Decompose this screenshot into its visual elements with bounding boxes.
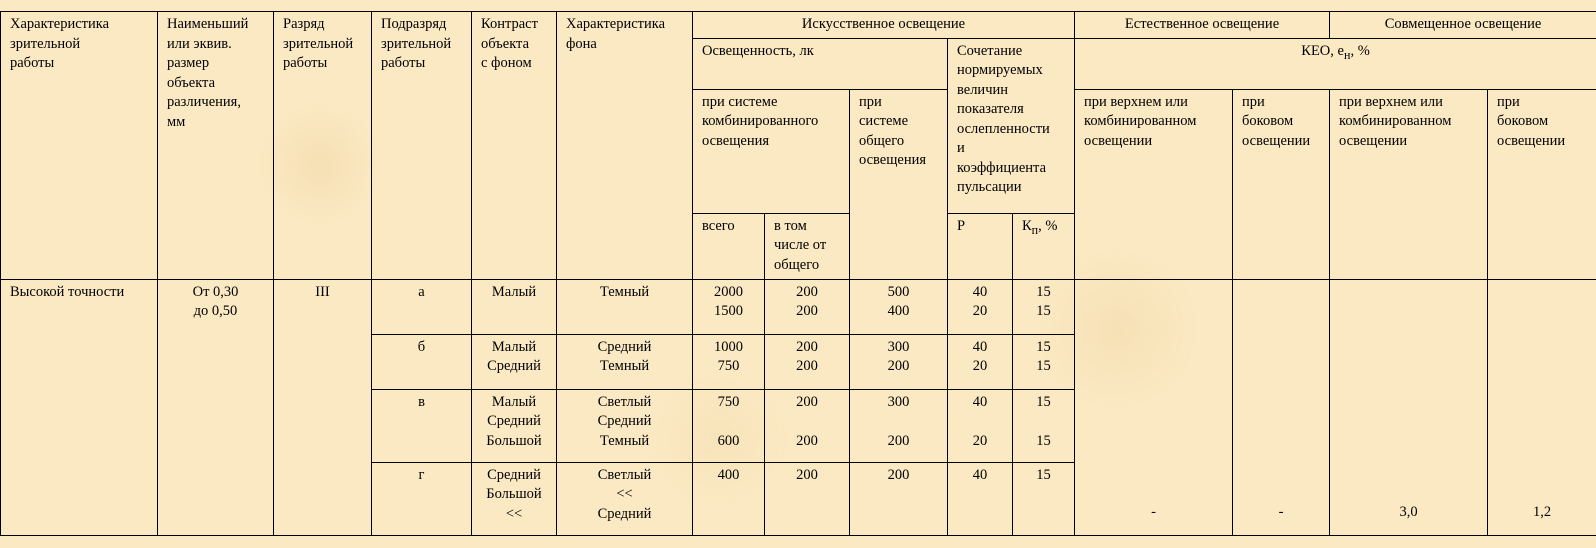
lighting-norms-table-wrapper <box>0 11 1596 536</box>
header-glare-combo: Сочетание нормируемых величин показателя ослепленности и коэффициента пульсации <box>948 38 1075 213</box>
header-keo: КЕО, $е_н$, % <box>1075 38 1596 89</box>
cell-p: 40 <box>948 462 1013 535</box>
header-kp: $К_п$, % <box>1013 213 1075 279</box>
cell-kp: 15 15 <box>1013 279 1075 334</box>
cell-background: Светлый Средний Темный <box>557 389 693 462</box>
cell-of-general: 200 <box>765 462 850 535</box>
cell-of-general: 200 200 <box>765 279 850 334</box>
cell-keo-mixed-side: 1,2 <box>1488 279 1596 535</box>
cell-contrast: Малый Средний <box>472 334 557 389</box>
cell-general: 300 200 <box>850 389 948 462</box>
header-general-system: при системе общего освещения <box>850 89 948 279</box>
cell-background: Темный <box>557 279 693 334</box>
cell-contrast: Малый Средний Большой <box>472 389 557 462</box>
cell-kp: 15 <box>1013 462 1075 535</box>
cell-background: Средний Темный <box>557 334 693 389</box>
cell-min-size: От 0,30 до 0,50 <box>158 279 274 535</box>
cell-p: 40 20 <box>948 334 1013 389</box>
cell-contrast: Малый <box>472 279 557 334</box>
cell-background: Светлый << Средний <box>557 462 693 535</box>
header-p: Р <box>948 213 1013 279</box>
cell-keo-natural-side: - <box>1233 279 1330 535</box>
cell-p: 40 20 <box>948 279 1013 334</box>
cell-subcategory: в <box>372 389 472 462</box>
table-row <box>1 279 1596 334</box>
cell-keo-mixed-top: 3,0 <box>1330 279 1488 535</box>
cell-total: 1000 750 <box>693 334 765 389</box>
cell-general: 200 <box>850 462 948 535</box>
header-min-size: Наименьший или эквив. размер объекта различения, мм <box>158 12 274 280</box>
header-row-1 <box>1 12 1596 39</box>
cell-category: III <box>274 279 372 535</box>
header-total: всего <box>693 213 765 279</box>
cell-contrast: Средний Большой << <box>472 462 557 535</box>
header-background: Характеристика фона <box>557 12 693 280</box>
header-combined-lighting: Совмещенное освещение <box>1330 12 1596 39</box>
header-combined-system: при системе комбинированного освещения <box>693 89 850 213</box>
header-natural-lighting: Естественное освещение <box>1075 12 1330 39</box>
header-artificial-lighting: Искусственное освещение <box>693 12 1075 39</box>
cell-subcategory: а <box>372 279 472 334</box>
cell-subcategory: г <box>372 462 472 535</box>
cell-of-general: 200 200 <box>765 389 850 462</box>
cell-total: 400 <box>693 462 765 535</box>
header-category: Разряд зрительной работы <box>274 12 372 280</box>
header-subcategory: Подразряд зрительной работы <box>372 12 472 280</box>
header-natural-top: при верхнем или комбинированном освещении <box>1075 89 1233 279</box>
header-mixed-side: при боковом освещении <box>1488 89 1596 279</box>
cell-of-general: 200 200 <box>765 334 850 389</box>
lighting-norms-table <box>0 11 1596 536</box>
cell-general: 500 400 <box>850 279 948 334</box>
cell-kp: 15 15 <box>1013 334 1075 389</box>
header-contrast: Контраст объекта с фоном <box>472 12 557 280</box>
cell-p: 40 20 <box>948 389 1013 462</box>
cell-general: 300 200 <box>850 334 948 389</box>
header-of-general: в том числе от общего <box>765 213 850 279</box>
header-illuminance: Освещенность, лк <box>693 38 948 89</box>
header-natural-side: при боковом освещении <box>1233 89 1330 279</box>
header-mixed-top: при верхнем или комбинированном освещении <box>1330 89 1488 279</box>
cell-keo-natural-top: - <box>1075 279 1233 535</box>
cell-total: 750 600 <box>693 389 765 462</box>
cell-subcategory: б <box>372 334 472 389</box>
cell-kp: 15 15 <box>1013 389 1075 462</box>
header-visual-work: Характеристика зрительной работы <box>1 12 158 280</box>
cell-total: 2000 1500 <box>693 279 765 334</box>
cell-visual-work: Высокой точности <box>1 279 158 535</box>
